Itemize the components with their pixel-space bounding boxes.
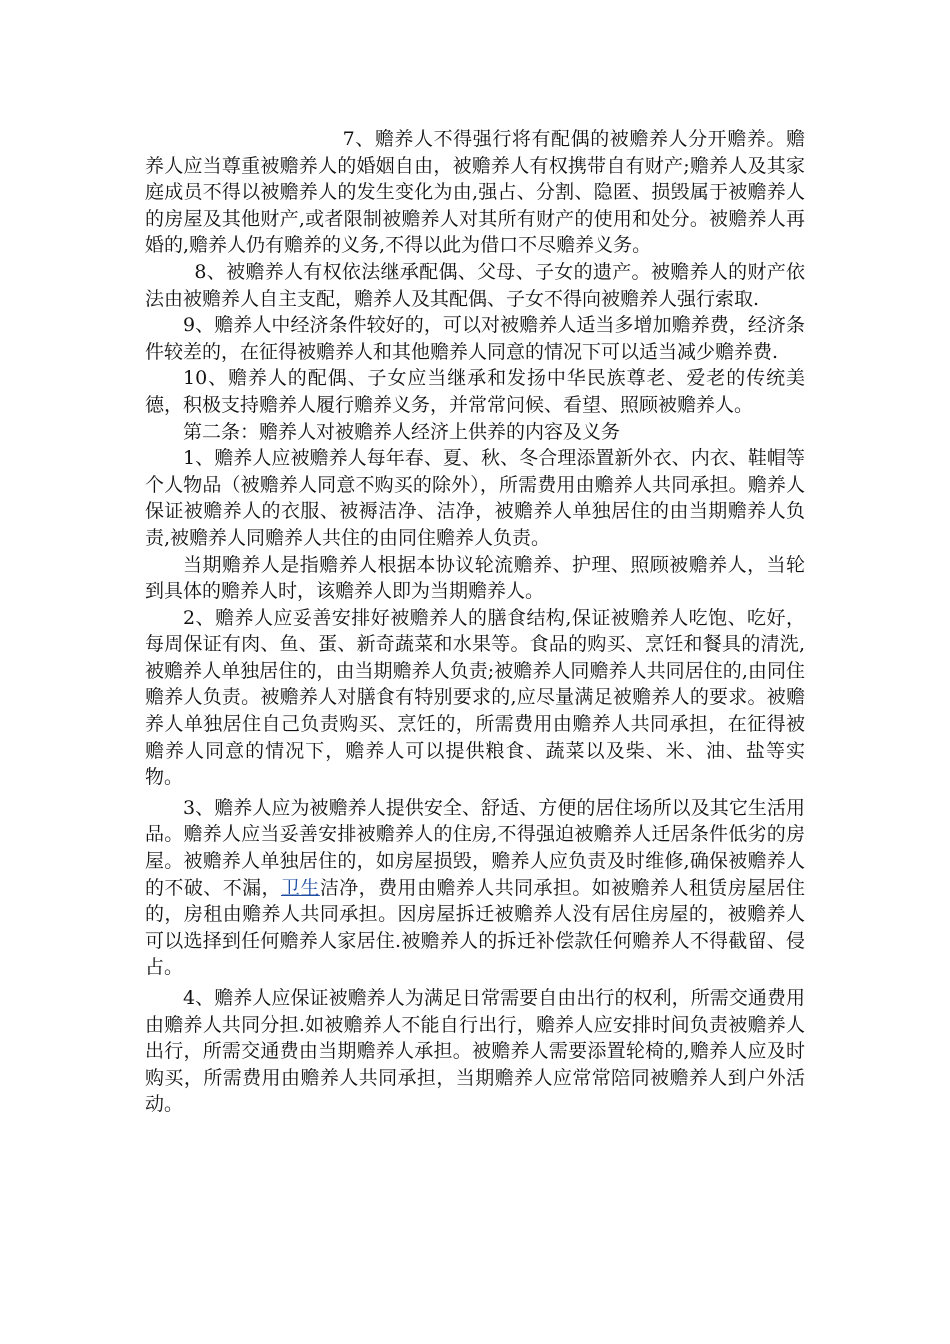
housing-text-after: 洁净，费用由赡养人共同承担。如被赡养人租赁房屋居住的，房租由赡养人共同承担。因房屋拆迁被赡养人没有居住房屋的，被赡养人可以选择到任何赡养人家居住.被赡养人的拆迁补偿款任何赡养人不得截留、侵占。	[145, 876, 805, 979]
paragraph-item-8: 8、被赡养人有权依法继承配偶、父母、子女的遗产。被赡养人的财产依法由被赡养人自主支配，赡养人及其配偶、子女不得向被赡养人强行索取.	[145, 260, 805, 310]
housing-text-before: 3、赡养人应为被赡养人提供安全、舒适、方便的居住场所以及其它生活用品。赡养人应当妥善安排被赡养人的住房,不得强迫被赡养人迁居条件低劣的房屋。被赡养人单独居住的，如房屋损毁，赡养人应负责及时维修,确保被赡养人的不破、不漏，	[145, 796, 805, 899]
hygiene-link[interactable]: 卫生	[280, 876, 320, 899]
paragraph-item-7: 7、赡养人不得强行将有配偶的被赡养人分开赡养。赡养人应当尊重被赡养人的婚姻自由，被赡养人有权携带自有财产;赡养人及其家庭成员不得以被赡养人的发生变化为由,强占、分割、隐匿、损毁属于被赡养人的房屋及其他财产,或者限制被赡养人对其所有财产的使用和处分。被赡养人再婚的,赡养人仍有赡养的义务,不得以此为借口不尽赡养义务。	[145, 128, 805, 257]
paragraph-item-9: 9、赡养人中经济条件较好的，可以对被赡养人适当多增加赡养费，经济条件较差的，在征得被赡养人和其他赡养人同意的情况下可以适当减少赡养费.	[145, 314, 805, 363]
paragraph-transport: 4、赡养人应保证被赡养人为满足日常需要自由出行的权利，所需交通费用由赡养人共同分担.如被赡养人不能自行出行，赡养人应安排时间负责被赡养人出行，所需交通费由当期赡养人承担。被赡养人需要添置轮椅的,赡养人应及时购买，所需费用由赡养人共同承担，当期赡养人应常常陪同被赡养人到户外活动。	[145, 987, 805, 1116]
paragraph-housing	[145, 795, 805, 981]
paragraph-diet: 2、赡养人应妥善安排好被赡养人的膳食结构,保证被赡养人吃饱、吃好，每周保证有肉、鱼、蛋、新奇蔬菜和水果等。食品的购买、烹饪和餐具的清洗,被赡养人单独居住的，由当期赡养人负责;被赡养人同赡养人共同居住的,由同住赡养人负责。被赡养人对膳食有特别要求的,应尽量满足被赡养人的要求。被赡养人单独居住自己负责购买、烹饪的，所需费用由赡养人共同承担，在征得被赡养人同意的情况下，赡养人可以提供粮食、蔬菜以及柴、米、油、盐等实物。	[145, 606, 805, 789]
document-body	[145, 126, 805, 1118]
section-heading-article-2: 第二条：赡养人对被赡养人经济上供养的内容及义务	[183, 420, 621, 443]
paragraph-item-10: 10、赡养人的配偶、子女应当继承和发扬中华民族尊老、爱老的传统美德，积极支持赡养人履行赡养义务，并常常问候、看望、照顾被赡养人。	[145, 367, 805, 416]
paragraph-definition: 当期赡养人是指赡养人根据本协议轮流赡养、护理、照顾被赡养人，当轮到具体的赡养人时，该赡养人即为当期赡养人。	[145, 553, 805, 603]
paragraph-clothing: 1、赡养人应被赡养人每年春、夏、秋、冬合理添置新外衣、内衣、鞋帽等个人物品（被赡养人同意不购买的除外），所需费用由赡养人共同承担。赡养人保证被赡养人的衣服、被褥洁净、洁净，被赡养人单独居住的由当期赡养人负责,被赡养人同赡养人共住的由同住赡养人负责。	[145, 447, 805, 549]
